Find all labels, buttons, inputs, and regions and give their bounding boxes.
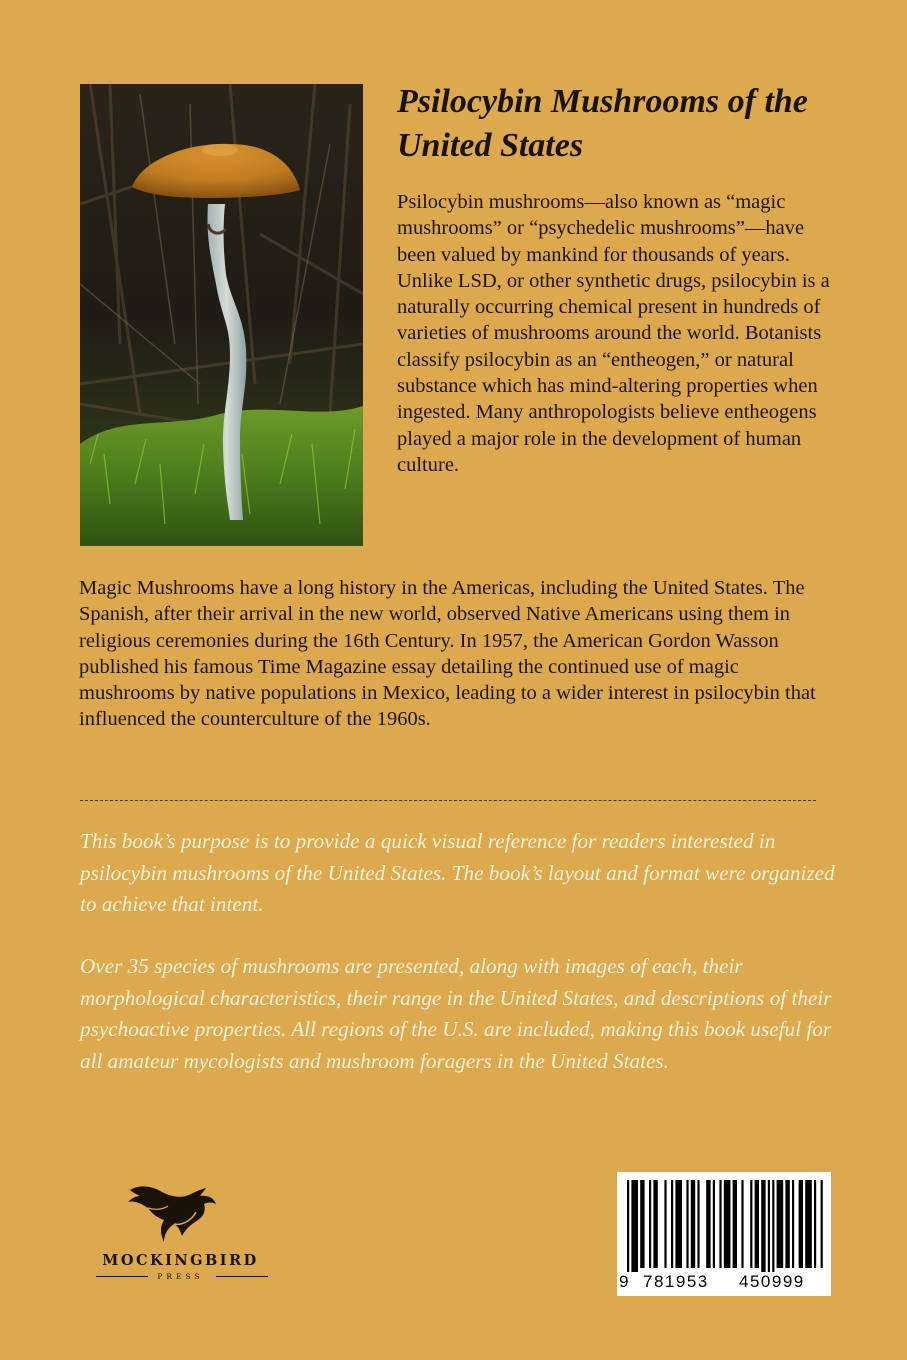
- dashed-divider: [80, 800, 816, 801]
- history-paragraph: Magic Mushrooms have a long history in the Americas, including the United States. The Spanish, after their arrival in the new world, observed Native Americans using them in religious ceremonies during the 16th Century. In 1957, the American Gordon Wasson published his famous Time Magazine essay detailing the continued use of magic mushrooms by native populations in Mexico, leading to a wider interest in psilocybin that influenced the counterculture of the 1960s.: [79, 577, 816, 731]
- barcode-bar: [653, 1180, 657, 1268]
- publisher-name: MOCKINGBIRD: [102, 1252, 259, 1269]
- intro-paragraph: Psilocybin mushrooms—also known as “magic mushrooms” or “psychedelic mushrooms”—have been valued by mankind for thousands of years. Unlike LSD, or other synthetic drugs, psilocybin is a naturally occurring chemical present in hundreds of varieties of mushrooms around the world. Botanists classify psilocybin as an “entheogen,” or natural substance which has mind-altering properties when ingested. Many anthropologists believe entheogens played a major role in the development of human culture.: [397, 191, 830, 476]
- barcode-bars: [617, 1172, 831, 1272]
- barcode-group-1: 781953: [643, 1272, 709, 1291]
- mockingbird-icon: [88, 1180, 278, 1250]
- publisher-logo: [88, 1180, 278, 1290]
- barcode-bar: [768, 1180, 770, 1272]
- barcode-bar: [719, 1180, 721, 1268]
- barcode-bar: [675, 1180, 682, 1268]
- barcode-bar: [761, 1180, 765, 1272]
- species-paragraph: Over 35 species of mushrooms are presented, along with images of each, their morphological characteristics, their range in the United States, and descriptions of their psychoactive properties. All regions of the U.S. are included, making this book useful for all amateur mycologists and mushroom foragers in the United States.: [80, 954, 832, 1073]
- barcode-bar: [777, 1180, 784, 1268]
- barcode-bar: [750, 1180, 752, 1268]
- barcode-bar: [664, 1180, 666, 1268]
- barcode-bar: [713, 1180, 715, 1268]
- barcode-bar: [724, 1180, 731, 1268]
- barcode-bar: [706, 1180, 710, 1268]
- barcode-bar: [631, 1180, 638, 1272]
- barcode-bar: [814, 1180, 816, 1268]
- barcode-bar: [741, 1180, 743, 1268]
- publisher-subtitle: PRESS: [157, 1272, 204, 1281]
- barcode-digits: [617, 1272, 831, 1294]
- barcode-bar: [691, 1180, 695, 1268]
- barcode-bar: [649, 1180, 651, 1268]
- barcode-bar: [772, 1180, 774, 1272]
- barcode-bar: [733, 1180, 737, 1268]
- barcode-bar: [671, 1180, 673, 1268]
- barcode-bar: [799, 1180, 803, 1268]
- publisher-rule-right: [216, 1276, 268, 1277]
- barcode-bar: [792, 1180, 794, 1268]
- barcode-group-2: 450999: [739, 1272, 805, 1291]
- barcode-bar: [686, 1180, 688, 1268]
- barcode-lead-digit: 9: [619, 1272, 629, 1291]
- barcode-bar: [697, 1180, 699, 1268]
- barcode-bar: [627, 1180, 629, 1272]
- purpose-paragraph: This book’s purpose is to provide a quick visual reference for readers interested in psilocybin mushrooms of the United States. The book’s layout and format were organized to achieve that intent.: [80, 829, 835, 916]
- cover-photo-mushroom: [80, 84, 363, 546]
- barcode-bar: [755, 1180, 759, 1268]
- barcode-bar: [805, 1180, 812, 1268]
- isbn-barcode: [617, 1172, 831, 1296]
- barcode-bar: [785, 1180, 789, 1268]
- barcode-bar: [640, 1180, 644, 1268]
- book-title: Psilocybin Mushrooms of the United States: [397, 83, 808, 164]
- barcode-bar: [821, 1180, 823, 1268]
